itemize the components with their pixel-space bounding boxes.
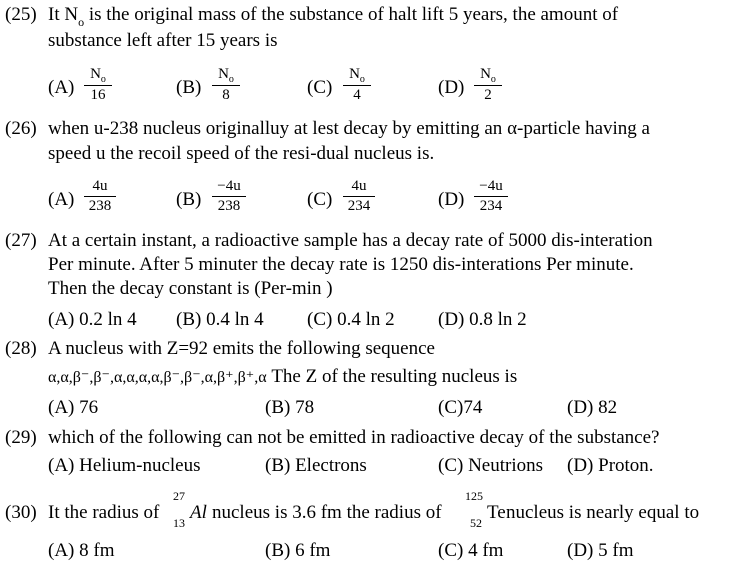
q26-option-a-fraction — [84, 178, 116, 215]
q25-text-a: It N — [48, 4, 79, 25]
q26-option-d-label: (D) — [438, 189, 465, 210]
question-28-line2 — [48, 366, 517, 389]
fraction-numerator: $N_o$ — [349, 66, 365, 85]
q25-subscript: o — [78, 15, 85, 29]
q28-option-c: (C)74 — [438, 397, 483, 418]
question-25-line1 — [48, 4, 618, 27]
question-29-number: (29) — [5, 427, 37, 448]
al-mass-number: 27 — [173, 489, 185, 503]
question-28-number: (28) — [5, 338, 37, 359]
question-29-line1: which of the following can not be emitted in radioactive decay of the substance? — [48, 427, 660, 448]
fraction-numerator: −4u — [217, 178, 241, 194]
fraction-denominator: 238 — [88, 198, 112, 214]
fraction-denominator: 2 — [484, 87, 492, 103]
q30-option-d: (D) 5 fm — [567, 540, 634, 561]
q29-option-c: (C) Neutrions — [438, 455, 544, 476]
q30-option-b: (B) 6 fm — [265, 540, 331, 561]
fraction-numerator: 4u — [92, 178, 108, 194]
question-30-number: (30) — [5, 502, 37, 523]
q25-option-c-fraction — [343, 66, 371, 104]
fraction-denominator: 8 — [222, 87, 230, 103]
q28-option-d: (D) 82 — [567, 397, 618, 418]
q25-option-a-fraction — [84, 66, 112, 104]
fraction-denominator: 234 — [479, 198, 503, 214]
question-25-line2: substance left after 15 years is — [48, 30, 278, 51]
q25-option-b-fraction — [212, 66, 240, 104]
q26-option-d-fraction — [474, 178, 508, 215]
q26-option-b-fraction — [212, 178, 246, 215]
fraction-bar — [343, 196, 375, 197]
question-27-line1: At a certain instant, a radioactive sample has a decay rate of 5000 dis-interation — [48, 230, 653, 251]
q28-text-rest: The Z of the resulting nucleus is — [266, 366, 518, 387]
te-symbol: Te — [487, 502, 506, 523]
fraction-bar — [474, 85, 502, 86]
fraction-bar — [212, 85, 240, 86]
q25-option-d-label: (D) — [438, 77, 465, 98]
q30-option-c: (C) 4 fm — [438, 540, 504, 561]
q26-text-a: when u-238 nucleus originalluy at lest decay by emitting an — [48, 118, 508, 139]
question-27-line2: Per minute. After 5 minuter the decay rate is 1250 dis-interations Per minute. — [48, 254, 634, 275]
q25-option-a-label: (A) — [48, 77, 75, 98]
al-atomic-number: 13 — [173, 516, 185, 530]
fraction-numerator: −4u — [479, 178, 503, 194]
q27-option-a: (A) 0.2 ln 4 — [48, 309, 137, 330]
question-30-text-c: nucleus is nearly equal to — [506, 502, 700, 523]
al-symbol: Al — [190, 502, 207, 523]
fraction-numerator: $N_o$ — [480, 66, 496, 85]
q25-option-d-fraction — [474, 66, 502, 104]
q27-option-b: (B) 0.4 ln 4 — [176, 309, 264, 330]
q28-option-a: (A) 76 — [48, 397, 99, 418]
question-27-number: (27) — [5, 230, 37, 251]
te-atomic-number: 52 — [470, 516, 482, 530]
fraction-bar — [84, 85, 112, 86]
q29-option-b: (B) Electrons — [265, 455, 367, 476]
fraction-bar — [84, 196, 116, 197]
fraction-bar — [212, 196, 246, 197]
fraction-numerator: $N_o$ — [90, 66, 106, 85]
question-25-number: (25) — [5, 4, 37, 25]
q27-option-d: (D) 0.8 ln 2 — [438, 309, 527, 330]
q30-option-a: (A) 8 fm — [48, 540, 115, 561]
q29-option-d: (D) Proton. — [567, 455, 654, 476]
q27-option-c: (C) 0.4 ln 2 — [307, 309, 395, 330]
fraction-numerator: 4u — [351, 178, 367, 194]
te-mass-number: 125 — [465, 489, 483, 503]
fraction-denominator: 4 — [353, 87, 361, 103]
decay-sequence: α,α,β⁻,β⁻,α,α,α,α,β⁻,β⁻,α,β⁺,β⁺,α — [48, 369, 267, 386]
q26-option-c-label: (C) — [307, 189, 333, 210]
q26-option-b-label: (B) — [176, 189, 202, 210]
question-26-line1 — [48, 118, 650, 140]
question-28-line1: A nucleus with Z=92 emits the following sequence — [48, 338, 435, 359]
q26-option-a-label: (A) — [48, 189, 75, 210]
q25-option-b-label: (B) — [176, 77, 202, 98]
q25-text-b: is the original mass of the substance of halt lift 5 years, the amount of — [84, 4, 619, 25]
q26-text-b: -particle having a — [517, 118, 650, 139]
fraction-denominator: 238 — [217, 198, 241, 214]
q28-option-b: (B) 78 — [265, 397, 315, 418]
question-27-line3: Then the decay constant is (Per-min ) — [48, 278, 333, 299]
fraction-bar — [474, 196, 508, 197]
fraction-numerator: $N_o$ — [218, 66, 234, 85]
alpha-symbol: α — [507, 118, 518, 139]
q26-option-c-fraction — [343, 178, 375, 215]
fraction-bar — [343, 85, 371, 86]
q25-option-c-label: (C) — [307, 77, 333, 98]
question-26-line2: speed u the recoil speed of the resi-dual nucleus is. — [48, 143, 435, 164]
question-26-number: (26) — [5, 118, 37, 139]
question-30-text-b: nucleus is 3.6 fm the radius of — [212, 502, 442, 523]
question-30-text-a: It the radius of — [48, 502, 160, 523]
fraction-denominator: 16 — [90, 87, 106, 103]
q29-option-a: (A) Helium-nucleus — [48, 455, 201, 476]
fraction-denominator: 234 — [347, 198, 371, 214]
